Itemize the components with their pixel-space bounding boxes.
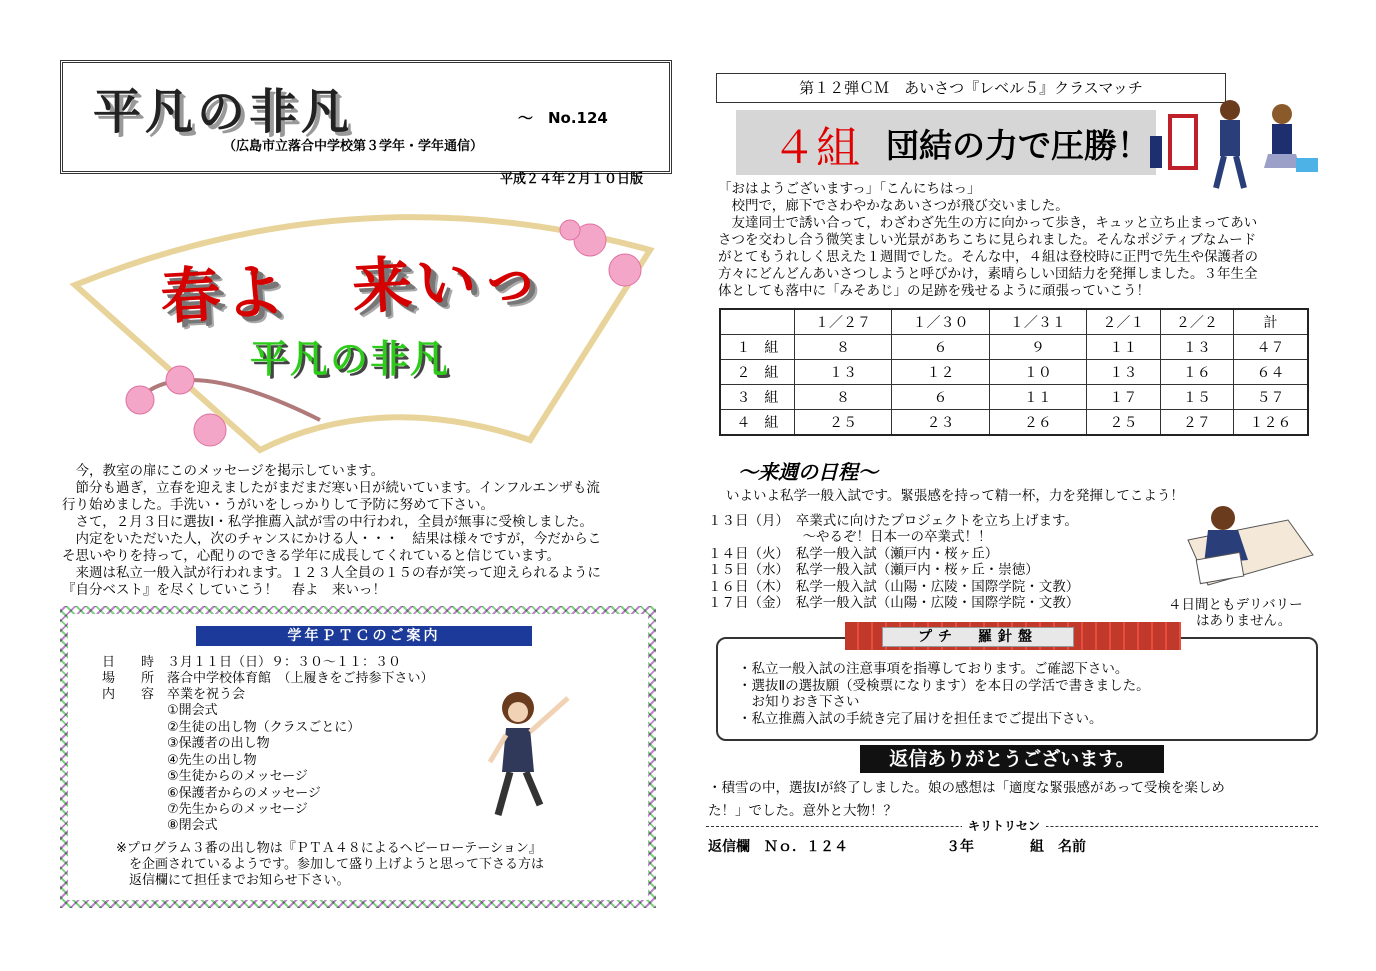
table-cell: ２６ [989, 410, 1086, 436]
intro-line: 来週は私立一般入試が行われます。１２３人全員の１５の春が笑って迎えられるように [62, 565, 601, 581]
cm-banner: 第１２弾ＣＭ あいさつ『レベル５』クラスマッチ [716, 73, 1226, 103]
table-cell: １１ [1087, 335, 1161, 360]
table-cell: １０ [989, 360, 1086, 385]
reply-form-line: 返信欄 Ｎｏ．１２４ ３年 組 名前 [708, 839, 1086, 855]
ptc-line: ⑤生徒からのメッセージ [102, 769, 308, 784]
thanks-heading: 返信ありがとうございます。 [860, 745, 1164, 773]
table-row [720, 385, 1308, 410]
ptc-line: ①開会式 [102, 703, 218, 718]
table-cell: １２ [892, 360, 989, 385]
intro-line: 『自分ベスト』を尽くしていこう！ 春よ 来いっ！ [62, 582, 386, 598]
table-cell: １２６ [1234, 410, 1308, 436]
table-cell: ３ 組 [720, 385, 794, 410]
school-name: （広島市立落合中学校第３学年・学年通信） [223, 139, 484, 154]
table-cell: ４７ [1234, 335, 1308, 360]
headline-text: 団結の力で圧勝！ [886, 126, 1150, 165]
score-table [719, 308, 1309, 436]
table-cell: ２ 組 [720, 360, 794, 385]
table-cell: １３ [794, 360, 891, 385]
table-cell: ２７ [1160, 410, 1234, 436]
table-cell: ９ [989, 335, 1086, 360]
delivery-note: はありません。 [1196, 613, 1292, 629]
issue-number: ～ No.124 [518, 109, 608, 127]
ptc-line: 場 所 落合中学校体育館 （上履きをご持参下さい） [102, 671, 434, 686]
newsletter-title: 平凡の非凡 [93, 84, 354, 140]
article-line: がとてもうれしく思えた１週間でした。そんな中，４組は登校時に正門で先生や保護者の [718, 249, 1258, 265]
schedule-item: １４日（火） 私学一般入試（瀬戸内・桜ヶ丘） [708, 546, 999, 562]
table-header-cell: １／２７ [794, 309, 891, 335]
schedule-item: ～やるぞ！日本一の卒業式！！ [708, 529, 992, 545]
article-line: 体としても落中に「みそあじ」の足跡を残せるように頑張っていこう！ [718, 283, 1150, 299]
putit-label: プチ 羅針盤 [882, 627, 1074, 647]
edition-date: 平成２４年２月１０日版 [500, 172, 644, 187]
table-cell: ８ [794, 335, 891, 360]
thanks-line: ・積雪の中，選抜Ⅰが終了しました。娘の感想は「適度な緊張感があって受検を楽しめ [708, 780, 1225, 796]
article-line: 「おはようございますっ」「こんにちはっ」 [718, 181, 981, 197]
table-row [720, 410, 1308, 436]
table-cell: ６ [892, 335, 989, 360]
students-greeting-icon [1150, 96, 1320, 196]
table-cell: ８ [794, 385, 891, 410]
table-header-cell: ２／１ [1087, 309, 1161, 335]
notes-item: お知りおき下さい [738, 694, 860, 710]
ptc-note: ※プログラム３番の出し物は『ＰＴＡ４８によるヘビーローテーション』 [116, 841, 542, 856]
ptc-note: 返信欄にて担任までお知らせ下さい。 [116, 873, 350, 888]
table-header-cell: １／３０ [892, 309, 989, 335]
table-cell: ４ 組 [720, 410, 794, 436]
article-line: 友達同士で誘い合って，わざわざ先生の方に向かって歩き，キュッと立ち止まってあい [718, 215, 1258, 231]
table-header-cell [720, 309, 794, 335]
table-cell: ２３ [892, 410, 989, 436]
thanks-line: た！」でした。意外と大物！？ [708, 803, 897, 819]
ptc-line: 内 容 卒業を祝う会 [102, 687, 246, 702]
table-cell: ５７ [1234, 385, 1308, 410]
article-line: さつを交わし合う微笑ましい光景があちこちに見られました。そんなポジティブなムード [718, 232, 1257, 248]
schedule-item: １７日（金） 私学一般入試（山陽・広陵・国際学院・文教） [708, 595, 1080, 611]
ptc-line: ⑧閉会式 [102, 818, 218, 833]
table-cell: １７ [1087, 385, 1161, 410]
schedule-heading: ～来週の日程～ [738, 460, 878, 484]
table-cell: １３ [1087, 360, 1161, 385]
notes-item: ・私立推薦入試の手続き完了届けを担任までご提出下さい。 [738, 711, 1103, 727]
table-cell: １１ [989, 385, 1086, 410]
dancer-figure-icon [468, 680, 578, 825]
ptc-line: ⑥保護者からのメッセージ [102, 786, 321, 801]
table-header-cell: １／３１ [989, 309, 1086, 335]
cut-label: キリトリセン [962, 817, 1046, 834]
intro-line: 節分も過ぎ，立春を迎えましたがまだまだ寒い日が続いています。インフルエンザも流 [62, 480, 600, 496]
table-row [720, 360, 1308, 385]
intro-line: 内定をいただいた人，次のチャンスにかける人・・・ 結果は様々ですが，今だからこ [62, 531, 602, 547]
ptc-line: ④先生の出し物 [102, 753, 257, 768]
ptc-note: を企画されているようです。参加して盛り上げようと思って下さる方は [116, 857, 544, 872]
article-line: 校門で，廊下でさわやかなあいさつが飛び交いました。 [718, 198, 1069, 214]
intro-line: 今，教室の扉にこのメッセージを掲示しています。 [62, 463, 385, 479]
intro-line: 行り始めました。手洗い・うがいをしっかりして予防に努めて下さい。 [62, 497, 494, 513]
ptc-line: ②生徒の出し物（クラスごとに） [102, 720, 361, 735]
table-cell: ６４ [1234, 360, 1308, 385]
table-cell: １ 組 [720, 335, 794, 360]
intro-line: さて，２月３日に選抜Ⅰ・私学推薦入試が雪の中行われ，全員が無事に受検しました。 [62, 514, 594, 530]
spring-subtitle: 平凡の非凡 [250, 337, 451, 381]
studying-student-icon [1168, 500, 1318, 595]
masthead [60, 60, 672, 174]
table-header-cell: ２／２ [1160, 309, 1234, 335]
ptc-line: ⑦先生からのメッセージ [102, 802, 308, 817]
ptc-line: ③保護者の出し物 [102, 736, 270, 751]
schedule-lead: いよいよ私学一般入試です。緊張感を持って精一杯，力を発揮してこよう！ [726, 488, 1184, 504]
table-cell: １３ [1160, 335, 1234, 360]
schedule-item: １３日（月） 卒業式に向けたプロジェクトを立ち上げます。 [708, 513, 1078, 529]
table-cell: ２５ [1087, 410, 1161, 436]
table-header-row [720, 309, 1308, 335]
table-header-cell: 計 [1234, 309, 1308, 335]
headline-class: ４組 [772, 123, 860, 174]
table-cell: ６ [892, 385, 989, 410]
delivery-note: ４日間ともデリバリー [1168, 597, 1303, 613]
table-cell: １５ [1160, 385, 1234, 410]
table-row [720, 335, 1308, 360]
ptc-title: 学年ＰＴＣのご案内 [196, 626, 532, 646]
schedule-item: １６日（木） 私学一般入試（山陽・広陵・国際学院・文教） [708, 579, 1080, 595]
notes-item: ・私立一般入試の注意事項を指導しております。ご確認下さい。 [738, 661, 1129, 677]
ptc-line: 日 時 ３月１１日（日）９：３０～１１：３０ [102, 655, 402, 670]
intro-line: そ思いやりを持って，心配りのできる学年に成長してくれていると信じています。 [62, 548, 561, 564]
article-line: 方々にどんどんあいさつしようと呼びかけ，素晴らしい団結力を発揮しました。３年生全 [718, 266, 1258, 282]
spring-title: 春よ 来いっ [158, 242, 546, 333]
table-cell: ２５ [794, 410, 891, 436]
table-cell: １６ [1160, 360, 1234, 385]
notes-item: ・選抜Ⅱの選抜願（受検票になります）を本日の学活で書きました。 [738, 678, 1150, 694]
schedule-item: １５日（水） 私学一般入試（瀬戸内・桜ヶ丘・崇徳） [708, 562, 1039, 578]
